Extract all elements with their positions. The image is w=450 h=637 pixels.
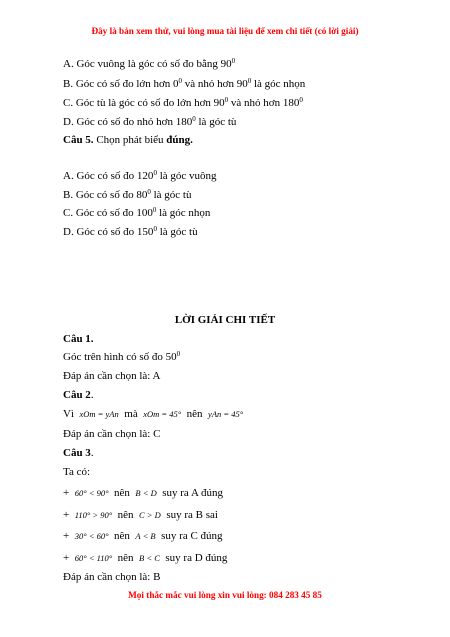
q4-option-c: C. Góc tù là góc có số đo lớn hơn $90^0$ và nhỏ hơn $180^0$ [63, 96, 303, 109]
q4-option-d: D. Góc có số đo nhỏ hơn $180^0$ là góc tù [63, 115, 237, 128]
q5-option-b: B. Góc có số đo $80^0$ là góc tù [63, 188, 192, 201]
q5-option-c: C. Góc có số đo $100^0$ là góc nhọn [63, 206, 211, 219]
s3-answer: Đáp án cần chọn là: B [63, 571, 161, 583]
s2-reason: Vì xOm = yAn mà xOm = 45° nên yAn = 45° [63, 408, 244, 420]
s3-intro: Ta có: [63, 466, 91, 478]
s1-answer: Đáp án cần chọn là: A [63, 370, 161, 382]
s3-row-1: + 60° < 90° nên B < D suy ra A đúng [63, 487, 224, 499]
q4-option-a: A. Góc vuông là góc có số đo bằng $90^0$ [63, 57, 236, 70]
s3-label: Câu 3. [63, 447, 94, 459]
s2-label: Câu 2. [63, 389, 94, 401]
solution-title: LỜI GIẢI CHI TIẾT [174, 314, 276, 326]
q5-prompt: Câu 5. Chọn phát biểu đúng. [63, 134, 193, 146]
s2-expr2: xOm = 45° [143, 409, 182, 419]
s1-text: Góc trên hình có số đo $50^0$ [63, 350, 181, 363]
q5-option-a: A. Góc có số đo $120^0$ là góc vuông [63, 169, 217, 182]
q4-option-b: B. Góc có số đo lớn hơn $0^0$ và nhỏ hơn $90^0$ là góc nhọn [63, 77, 306, 90]
preview-banner: Đây là bản xem thử, vui lòng mua tài liệu để xem chi tiết (có lời giải) [91, 26, 359, 36]
s2-expr3: yAn = 45° [208, 409, 244, 419]
s2-answer: Đáp án cần chọn là: C [63, 428, 161, 440]
contact-footer: Mọi thắc mắc vui lòng xin vui lòng: 084 283 45 85 [128, 590, 322, 600]
s1-label: Câu 1. [63, 333, 94, 345]
s3-row-4: + 60° < 110° nên B < C suy ra D đúng [63, 552, 228, 564]
q5-option-d: D. Góc có số đo $150^0$ là góc tù [63, 225, 198, 238]
s2-expr1: xOm = yAn [79, 409, 119, 419]
s3-row-3: + 30° < 60° nên A < B suy ra C đúng [63, 530, 223, 542]
s3-row-2: + 110° > 90° nên C > D suy ra B sai [63, 509, 218, 521]
